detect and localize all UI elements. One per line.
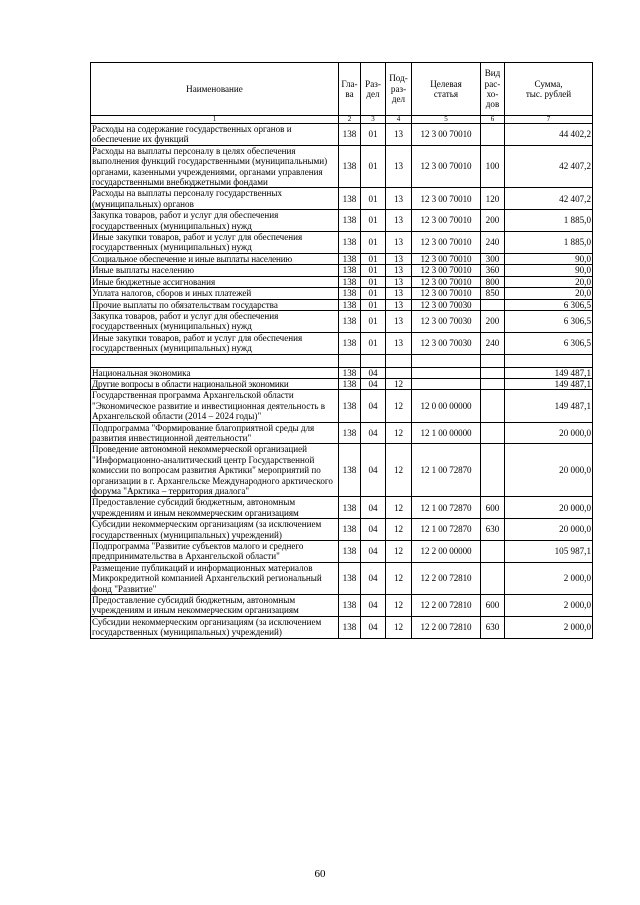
table-row	[91, 616, 593, 638]
row-expense-type-cell	[481, 378, 505, 389]
row-razdel-cell: 04	[361, 444, 386, 497]
row-expense-type-cell: 200	[481, 210, 505, 232]
row-target-article-cell: 12 3 00 70010	[412, 276, 481, 287]
column-number: 5	[412, 116, 481, 124]
row-glava-cell: 138	[339, 444, 361, 497]
row-target-article-cell	[412, 367, 481, 378]
row-name-cell: Расходы на выплаты персоналу государственных (муниципальных) органов	[91, 188, 339, 210]
row-sum-cell: 42 407,2	[505, 188, 593, 210]
row-name-cell	[91, 354, 339, 367]
row-sum-cell: 20,0	[505, 288, 593, 299]
row-glava-cell: 138	[339, 288, 361, 299]
row-name-cell: Размещение публикаций и информационных материалов Микрокредитной компанией Архангельский региональный фонд "Развитие"	[91, 562, 339, 594]
row-glava-cell: 138	[339, 562, 361, 594]
row-glava-cell: 138	[339, 253, 361, 264]
row-target-article-cell: 12 2 00 00000	[412, 541, 481, 563]
row-razdel-cell: 01	[361, 145, 386, 188]
row-razdel-cell: 01	[361, 253, 386, 264]
table-row	[91, 541, 593, 563]
page-number: 60	[314, 868, 326, 880]
row-sum-cell: 105 987,1	[505, 541, 593, 563]
row-target-article-cell: 12 3 00 70030	[412, 299, 481, 310]
row-expense-type-cell	[481, 541, 505, 563]
row-podrazdel-cell: 13	[386, 265, 412, 276]
table-row	[91, 562, 593, 594]
row-target-article-cell: 12 3 00 70010	[412, 253, 481, 264]
row-podrazdel-cell: 12	[386, 497, 412, 519]
row-target-article-cell: 12 2 00 72810	[412, 616, 481, 638]
row-glava-cell: 138	[339, 210, 361, 232]
row-name-cell: Закупка товаров, работ и услуг для обеспечения государственных (муниципальных) нужд	[91, 210, 339, 232]
row-razdel-cell: 04	[361, 497, 386, 519]
row-sum-cell: 42 407,2	[505, 145, 593, 188]
row-razdel-cell: 01	[361, 232, 386, 254]
row-target-article-cell: 12 1 00 00000	[412, 422, 481, 444]
column-number-row	[91, 116, 593, 124]
row-podrazdel-cell: 12	[386, 378, 412, 389]
row-sum-cell: 1 885,0	[505, 232, 593, 254]
empty-table-row	[91, 354, 593, 367]
row-podrazdel-cell: 12	[386, 595, 412, 617]
row-razdel-cell: 04	[361, 367, 386, 378]
column-number: 4	[386, 116, 412, 124]
row-razdel-cell: 01	[361, 210, 386, 232]
row-razdel-cell: 04	[361, 595, 386, 617]
row-podrazdel-cell: 12	[386, 519, 412, 541]
row-razdel-cell	[361, 354, 386, 367]
row-name-cell: Уплата налогов, сборов и иных платежей	[91, 288, 339, 299]
row-target-article-cell	[412, 378, 481, 389]
row-expense-type-cell: 120	[481, 188, 505, 210]
row-target-article-cell: 12 3 00 70010	[412, 124, 481, 146]
row-razdel-cell: 01	[361, 299, 386, 310]
header-podrazdel: Под- раз- дел	[386, 63, 412, 116]
row-name-cell: Субсидии некоммерческим организациям (за исключением государственных (муниципальных) учреждений)	[91, 519, 339, 541]
row-sum-cell	[505, 354, 593, 367]
row-razdel-cell: 04	[361, 562, 386, 594]
row-podrazdel-cell	[386, 354, 412, 367]
table-row	[91, 265, 593, 276]
row-expense-type-cell	[481, 124, 505, 146]
row-expense-type-cell	[481, 390, 505, 422]
row-expense-type-cell	[481, 422, 505, 444]
row-name-cell: Подпрограмма "Формирование благоприятной среды для развития инвестиционной деятельности"	[91, 422, 339, 444]
row-target-article-cell: 12 3 00 70010	[412, 232, 481, 254]
row-sum-cell: 20 000,0	[505, 444, 593, 497]
table-row	[91, 145, 593, 188]
row-podrazdel-cell: 13	[386, 299, 412, 310]
header-razdel: Раз- дел	[361, 63, 386, 116]
row-expense-type-cell	[481, 299, 505, 310]
budget-table	[90, 62, 593, 639]
table-row	[91, 253, 593, 264]
row-razdel-cell: 04	[361, 378, 386, 389]
column-number: 2	[339, 116, 361, 124]
row-target-article-cell: 12 0 00 00000	[412, 390, 481, 422]
row-target-article-cell	[412, 354, 481, 367]
row-razdel-cell: 01	[361, 310, 386, 332]
row-podrazdel-cell: 12	[386, 390, 412, 422]
row-podrazdel-cell: 13	[386, 210, 412, 232]
row-expense-type-cell: 850	[481, 288, 505, 299]
row-razdel-cell: 04	[361, 541, 386, 563]
table-row	[91, 378, 593, 389]
row-expense-type-cell: 100	[481, 145, 505, 188]
row-expense-type-cell: 600	[481, 595, 505, 617]
row-podrazdel-cell: 13	[386, 232, 412, 254]
row-sum-cell: 6 306,5	[505, 310, 593, 332]
row-name-cell: Государственная программа Архангельской области "Экономическое развитие и инвестиционная деятельность в Архангельской области (2014 – 2024 годы)"	[91, 390, 339, 422]
row-sum-cell: 20 000,0	[505, 497, 593, 519]
table-row	[91, 444, 593, 497]
row-name-cell: Социальное обеспечение и иные выплаты населению	[91, 253, 339, 264]
table-row	[91, 299, 593, 310]
row-razdel-cell: 04	[361, 422, 386, 444]
table-row	[91, 232, 593, 254]
column-number: 6	[481, 116, 505, 124]
table-row	[91, 497, 593, 519]
row-glava-cell: 138	[339, 519, 361, 541]
row-glava-cell: 138	[339, 541, 361, 563]
row-sum-cell: 20 000,0	[505, 422, 593, 444]
table-row	[91, 124, 593, 146]
column-number: 1	[91, 116, 339, 124]
row-name-cell: Предоставление субсидий бюджетным, автономным учреждениям и иным некоммерческим организациям	[91, 595, 339, 617]
table-body	[91, 124, 593, 639]
table-row	[91, 422, 593, 444]
row-expense-type-cell: 200	[481, 310, 505, 332]
row-target-article-cell: 12 3 00 70030	[412, 332, 481, 354]
row-glava-cell: 138	[339, 422, 361, 444]
header-expense-type: Вид рас- хо- дов	[481, 63, 505, 116]
row-expense-type-cell: 630	[481, 616, 505, 638]
row-glava-cell: 138	[339, 276, 361, 287]
row-razdel-cell: 04	[361, 519, 386, 541]
column-number: 3	[361, 116, 386, 124]
row-expense-type-cell: 600	[481, 497, 505, 519]
header-name: Наименование	[91, 63, 339, 116]
header-glava: Гла- ва	[339, 63, 361, 116]
row-glava-cell: 138	[339, 595, 361, 617]
row-name-cell: Прочие выплаты по обязательствам государства	[91, 299, 339, 310]
row-glava-cell: 138	[339, 390, 361, 422]
row-razdel-cell: 04	[361, 616, 386, 638]
row-podrazdel-cell: 12	[386, 422, 412, 444]
row-expense-type-cell: 630	[481, 519, 505, 541]
row-podrazdel-cell: 12	[386, 541, 412, 563]
row-target-article-cell: 12 3 00 70010	[412, 288, 481, 299]
row-expense-type-cell: 240	[481, 232, 505, 254]
header-row	[91, 63, 593, 116]
row-razdel-cell: 01	[361, 276, 386, 287]
row-name-cell: Национальная экономика	[91, 367, 339, 378]
row-sum-cell: 6 306,5	[505, 299, 593, 310]
row-glava-cell: 138	[339, 232, 361, 254]
row-name-cell: Расходы на содержание государственных органов и обеспечение их функций	[91, 124, 339, 146]
row-glava-cell: 138	[339, 299, 361, 310]
row-expense-type-cell: 360	[481, 265, 505, 276]
table-row	[91, 519, 593, 541]
table-row	[91, 276, 593, 287]
row-name-cell: Субсидии некоммерческим организациям (за исключением государственных (муниципальных) учреждений)	[91, 616, 339, 638]
row-razdel-cell: 01	[361, 265, 386, 276]
row-razdel-cell: 01	[361, 288, 386, 299]
row-target-article-cell: 12 3 00 70010	[412, 188, 481, 210]
row-glava-cell: 138	[339, 332, 361, 354]
row-target-article-cell: 12 1 00 72870	[412, 519, 481, 541]
row-name-cell: Иные выплаты населению	[91, 265, 339, 276]
row-expense-type-cell	[481, 444, 505, 497]
row-sum-cell: 44 402,2	[505, 124, 593, 146]
row-razdel-cell: 01	[361, 124, 386, 146]
row-sum-cell: 6 306,5	[505, 332, 593, 354]
table-row	[91, 310, 593, 332]
row-glava-cell: 138	[339, 367, 361, 378]
row-glava-cell: 138	[339, 188, 361, 210]
row-glava-cell: 138	[339, 616, 361, 638]
row-podrazdel-cell: 13	[386, 253, 412, 264]
row-name-cell: Проведение автономной некоммерческой организацией "Информационно-аналитический центр Государственной комиссии по вопросам развития Арктики" мероприятий по организации в г. Архангельске Международного арктического форума "Арктика – территория диалога"	[91, 444, 339, 497]
row-sum-cell: 1 885,0	[505, 210, 593, 232]
row-expense-type-cell	[481, 354, 505, 367]
row-podrazdel-cell	[386, 367, 412, 378]
row-name-cell: Другие вопросы в области национальной экономики	[91, 378, 339, 389]
row-sum-cell: 149 487,1	[505, 390, 593, 422]
row-name-cell: Подпрограмма "Развитие субъектов малого и среднего предпринимательства в Архангельской области"	[91, 541, 339, 563]
table-row	[91, 210, 593, 232]
row-sum-cell: 20 000,0	[505, 519, 593, 541]
row-target-article-cell: 12 3 00 70030	[412, 310, 481, 332]
row-glava-cell: 138	[339, 124, 361, 146]
row-podrazdel-cell: 12	[386, 616, 412, 638]
row-target-article-cell: 12 1 00 72870	[412, 444, 481, 497]
row-podrazdel-cell: 12	[386, 562, 412, 594]
row-sum-cell: 149 487,1	[505, 378, 593, 389]
row-expense-type-cell: 300	[481, 253, 505, 264]
table-row	[91, 390, 593, 422]
row-target-article-cell: 12 3 00 70010	[412, 210, 481, 232]
row-name-cell: Расходы на выплаты персоналу в целях обеспечения выполнения функций государственными (муниципальными) органами, казенными учреждениями, органами управления государственными внебюджетными фондами	[91, 145, 339, 188]
table-row	[91, 188, 593, 210]
row-expense-type-cell	[481, 367, 505, 378]
row-podrazdel-cell: 13	[386, 276, 412, 287]
row-glava-cell: 138	[339, 310, 361, 332]
row-podrazdel-cell: 13	[386, 145, 412, 188]
row-razdel-cell: 04	[361, 390, 386, 422]
row-name-cell: Закупка товаров, работ и услуг для обеспечения государственных (муниципальных) нужд	[91, 310, 339, 332]
row-glava-cell: 138	[339, 145, 361, 188]
row-razdel-cell: 01	[361, 332, 386, 354]
row-podrazdel-cell: 13	[386, 288, 412, 299]
table-row	[91, 367, 593, 378]
row-sum-cell: 2 000,0	[505, 595, 593, 617]
row-expense-type-cell	[481, 562, 505, 594]
row-glava-cell	[339, 354, 361, 367]
row-sum-cell: 2 000,0	[505, 562, 593, 594]
table-row	[91, 332, 593, 354]
row-name-cell: Иные закупки товаров, работ и услуг для обеспечения государственных (муниципальных) нужд	[91, 332, 339, 354]
row-name-cell: Иные закупки товаров, работ и услуг для обеспечения государственных (муниципальных) нужд	[91, 232, 339, 254]
row-sum-cell: 2 000,0	[505, 616, 593, 638]
row-glava-cell: 138	[339, 497, 361, 519]
row-podrazdel-cell: 12	[386, 444, 412, 497]
row-razdel-cell: 01	[361, 188, 386, 210]
row-podrazdel-cell: 13	[386, 124, 412, 146]
row-sum-cell: 90,0	[505, 265, 593, 276]
row-sum-cell: 90,0	[505, 253, 593, 264]
row-target-article-cell: 12 3 00 70010	[412, 145, 481, 188]
row-glava-cell: 138	[339, 265, 361, 276]
row-target-article-cell: 12 3 00 70010	[412, 265, 481, 276]
row-podrazdel-cell: 13	[386, 188, 412, 210]
row-podrazdel-cell: 13	[386, 332, 412, 354]
header-sum: Сумма, тыс. рублей	[505, 63, 593, 116]
row-name-cell: Предоставление субсидий бюджетным, автономным учреждениям и иным некоммерческим организациям	[91, 497, 339, 519]
row-expense-type-cell: 800	[481, 276, 505, 287]
table-row	[91, 595, 593, 617]
row-podrazdel-cell: 13	[386, 310, 412, 332]
header-target-article: Целевая статья	[412, 63, 481, 116]
row-sum-cell: 149 487,1	[505, 367, 593, 378]
row-expense-type-cell: 240	[481, 332, 505, 354]
row-sum-cell: 20,0	[505, 276, 593, 287]
row-name-cell: Иные бюджетные ассигнования	[91, 276, 339, 287]
column-number: 7	[505, 116, 593, 124]
table-row	[91, 288, 593, 299]
row-glava-cell: 138	[339, 378, 361, 389]
row-target-article-cell: 12 2 00 72810	[412, 595, 481, 617]
row-target-article-cell: 12 1 00 72870	[412, 497, 481, 519]
row-target-article-cell: 12 2 00 72810	[412, 562, 481, 594]
